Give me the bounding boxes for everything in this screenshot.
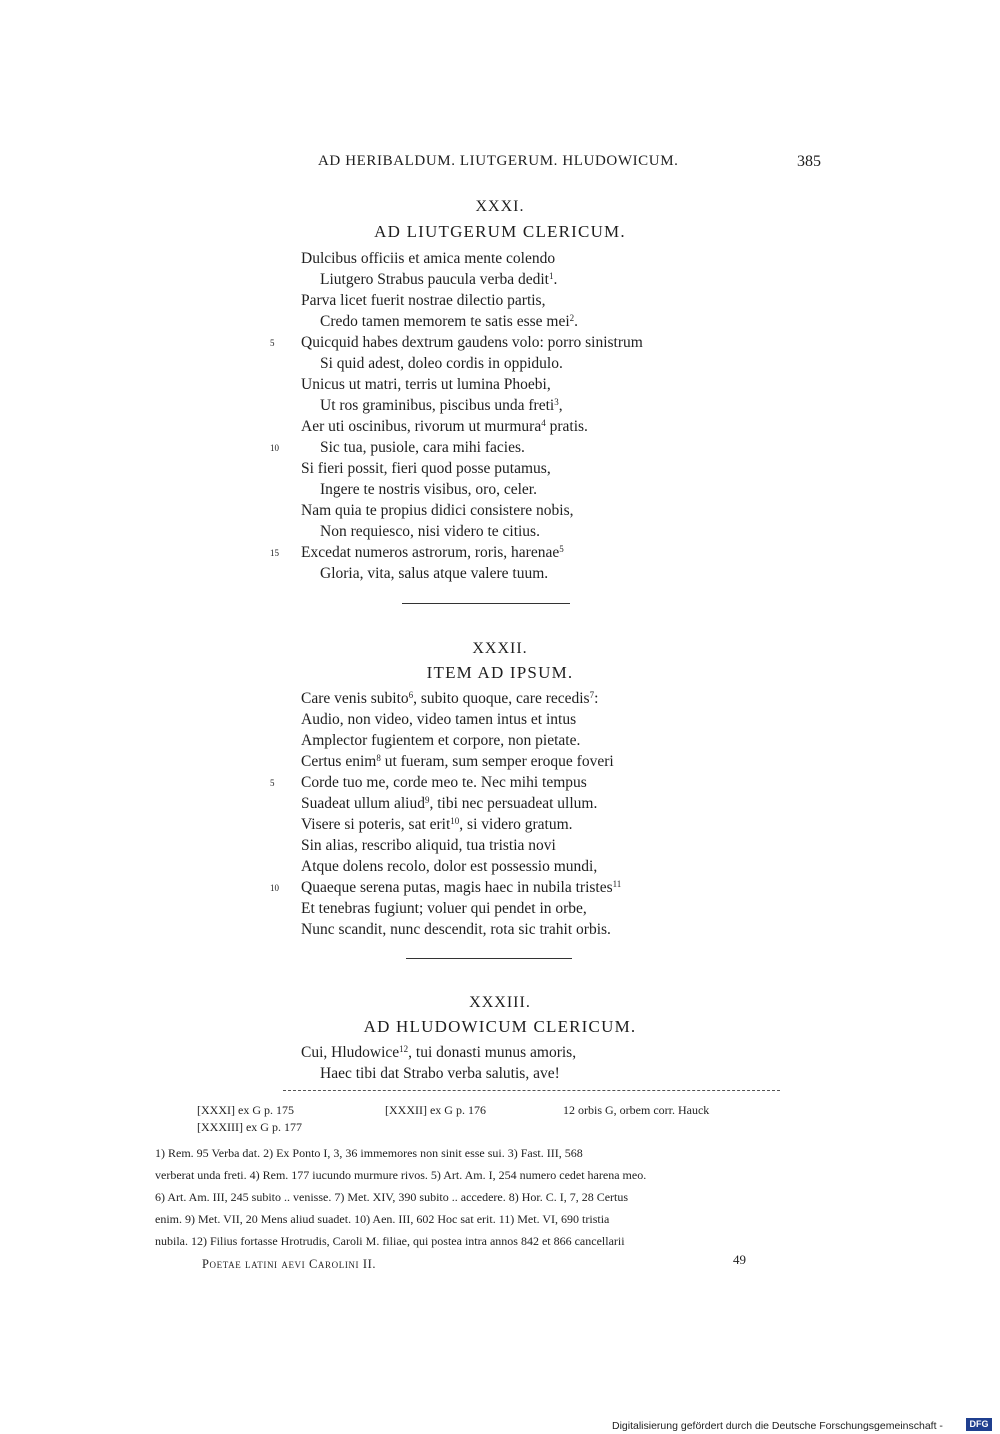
line-number: 5 — [270, 778, 275, 788]
verse-line: Excedat numeros astrorum, roris, harenae$^5$ — [301, 544, 564, 561]
apparatus-divider — [283, 1090, 780, 1091]
line-number: 15 — [270, 548, 279, 558]
verse-line: Quicquid habes dextrum gaudens volo: porro sinistrum — [301, 334, 643, 351]
verse-line: Quaeque serena putas, magis haec in nubila tristes$^{11}$ — [301, 879, 622, 896]
footnote-ref: 10 — [450, 816, 460, 826]
verse-line: Ingere te nostris visibus, oro, celer. — [320, 481, 537, 498]
apparatus-entry: 12 orbis G, orbem corr. Hauck — [563, 1103, 710, 1117]
verse-line: Gloria, vita, salus atque valere tuum. — [320, 565, 549, 582]
verse-line: Si fieri possit, fieri quod posse putamus, — [301, 460, 551, 477]
footnote-ref: 3 — [554, 397, 559, 407]
verse-line: Nam quia te propius didici consistere nobis, — [301, 502, 574, 519]
footnote-ref: 4 — [541, 418, 546, 428]
signature-mark: 49 — [733, 1252, 746, 1267]
dfg-logo-icon: DFG — [966, 1418, 992, 1431]
footnote-line: 1) Rem. 95 Verba dat. 2) Ex Ponto I, 3, 36 immemores non sinit esse sui. 3) Fast. III, 568 — [155, 1146, 583, 1160]
line-number: 5 — [270, 338, 275, 348]
line-number: 10 — [270, 443, 279, 453]
verse-line: Sic tua, pusiole, cara mihi facies. — [320, 439, 525, 456]
verse-line: Amplector fugientem et corpore, non pietate. — [301, 732, 581, 749]
poem-31-title: AD LIUTGERUM CLERICUM. — [374, 222, 626, 241]
verse-line: Dulcibus officiis et amica mente colendo — [301, 250, 556, 267]
verse-line: Certus enim$^8$ ut fueram, sum semper eroque foveri — [301, 753, 614, 770]
verse-line: Care venis subito$^6$, subito quoque, care recedis$^7$: — [301, 690, 599, 707]
verse-line: Si quid adest, doleo cordis in oppidulo. — [320, 355, 563, 372]
footnote-ref: 9 — [424, 795, 430, 805]
section-divider — [402, 603, 570, 604]
verse-line: Audio, non video, video tamen intus et intus — [301, 711, 577, 728]
footnote-ref: 8 — [376, 753, 381, 763]
footnote-ref: 6 — [408, 690, 414, 700]
poem-31-number: XXXI. — [475, 198, 525, 215]
verse-line: Et tenebras fugiunt; voluer qui pendet in orbe, — [301, 900, 587, 917]
verse-line: Parva licet fuerit nostrae dilectio partis, — [301, 292, 546, 309]
verse-line: Aer uti oscinibus, rivorum ut murmura$^4$ pratis. — [301, 418, 588, 435]
section-divider — [406, 958, 572, 959]
apparatus-entry: [XXXI] ex G p. 175 — [197, 1103, 294, 1117]
footnote-ref: 1 — [548, 271, 554, 281]
verse-line: Suadeat ullum aliud$^9$, tibi nec persuadeat ullum. — [301, 795, 598, 812]
poem-33-number: XXXIII. — [469, 994, 531, 1011]
verse-line: Visere si poteris, sat erit$^{10}$, si videro gratum. — [301, 816, 573, 833]
verse-line: Non requiesco, nisi videro te citius. — [320, 523, 540, 540]
verse-line: Liutgero Strabus paucula verba dedit$^1$. — [320, 271, 558, 288]
footnote-ref: 2 — [569, 313, 575, 323]
footnote-line: nubila. 12) Filius fortasse Hrotrudis, Caroli M. filiae, qui postea intra annos 842 et 866 cancellarii — [155, 1234, 625, 1248]
verse-line: Credo tamen memorem te satis esse mei$^2$. — [320, 313, 579, 330]
collection-title: Poetae latini aevi Carolini II. — [202, 1257, 377, 1271]
poem-32-title: ITEM AD IPSUM. — [426, 663, 574, 682]
verse-line: Ut ros graminibus, piscibus unda freti$^3$, — [320, 397, 563, 414]
verse-line: Cui, Hludowice$^{12}$, tui donasti munus amoris, — [301, 1044, 577, 1061]
line-number: 10 — [270, 883, 279, 893]
footnote-line: enim. 9) Met. VII, 20 Mens aliud suadet. 10) Aen. III, 602 Hoc sat erit. 11) Met. VI, 690 tristia — [155, 1212, 610, 1226]
footnote-line: 6) Art. Am. III, 245 subito .. venisse. 7) Met. XIV, 390 subito .. accedere. 8) Hor. C. I, 7, 28 Certus — [155, 1190, 629, 1204]
verse-line: Atque dolens recolo, dolor est possessio mundi, — [301, 858, 598, 875]
verse-line: Corde tuo me, corde meo te. Nec mihi tempus — [301, 774, 587, 791]
verse-line: Sin alias, rescribo aliquid, tua tristia novi — [301, 837, 556, 854]
poem-33-title: AD HLUDOWICUM CLERICUM. — [363, 1017, 637, 1036]
apparatus-entry: [XXXII] ex G p. 176 — [385, 1103, 486, 1117]
verse-line: Haec tibi dat Strabo verba salutis, ave! — [320, 1065, 560, 1082]
footnote-ref: 12 — [399, 1044, 409, 1054]
apparatus-entry: [XXXIII] ex G p. 177 — [197, 1120, 302, 1134]
page-number: 385 — [797, 153, 821, 170]
footnote-ref: 5 — [559, 544, 564, 554]
verse-line: Unicus ut matri, terris ut lumina Phoebi, — [301, 376, 551, 393]
poem-32-number: XXXII. — [472, 640, 528, 657]
digitization-credit: Digitalisierung gefördert durch die Deutsche Forschungsgemeinschaft - — [612, 1420, 943, 1432]
verse-line: Nunc scandit, nunc descendit, rota sic trahit orbis. — [301, 921, 611, 938]
footnote-line: verberat unda freti. 4) Rem. 177 iucundo murmure rivos. 5) Art. Am. I, 254 numero cedet harena meo. — [155, 1168, 647, 1182]
footnote-ref: 7 — [589, 690, 595, 700]
running-title: AD HERIBALDUM. LIUTGERUM. HLUDOWICUM. — [318, 153, 679, 169]
footnote-ref: 11 — [612, 879, 622, 889]
